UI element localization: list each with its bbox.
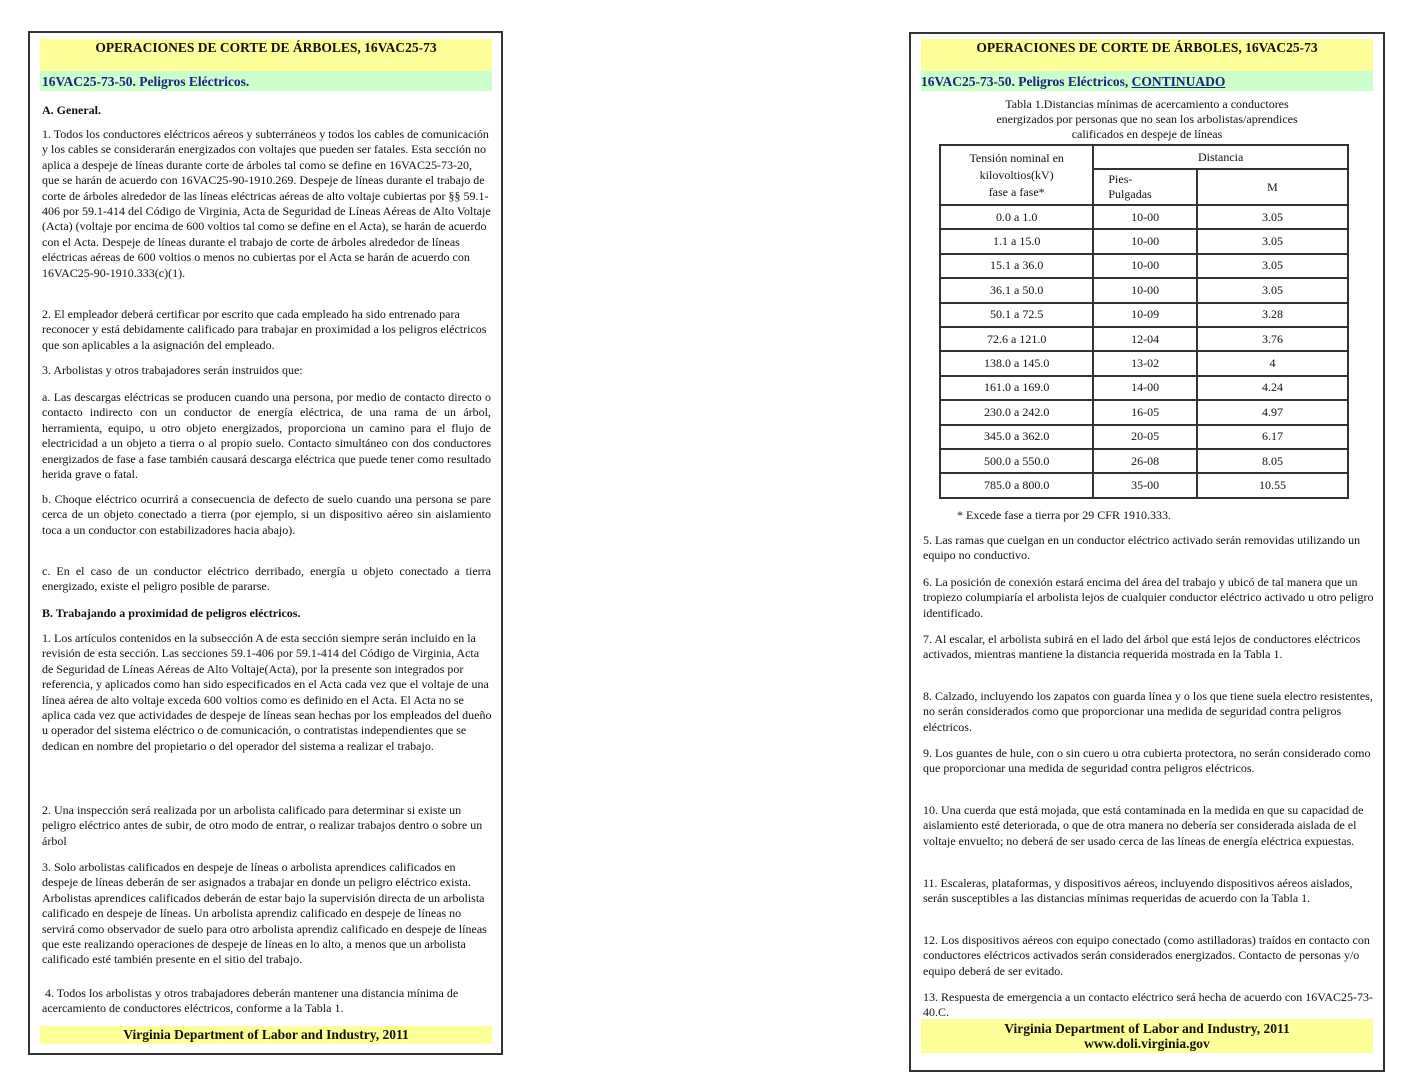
cell-meters: 4 bbox=[1197, 351, 1348, 375]
cell-voltage: 230.0 a 242.0 bbox=[940, 400, 1093, 424]
header-line: Tensión nominal en bbox=[969, 150, 1064, 165]
cell-voltage: 72.6 a 121.0 bbox=[940, 327, 1093, 351]
cell-meters: 3.76 bbox=[1197, 327, 1348, 351]
cell-feet-inches: 10-00 bbox=[1093, 229, 1197, 253]
table-body bbox=[940, 205, 1348, 498]
section-title-text: 16VAC25-73-50. Peligros Eléctricos, bbox=[921, 74, 1132, 89]
heading-a-general: A. General. bbox=[42, 103, 101, 117]
continued-label: CONTINUADO bbox=[1131, 74, 1226, 89]
cell-meters: 10.55 bbox=[1197, 473, 1348, 497]
cell-feet-inches: 12-04 bbox=[1093, 327, 1197, 351]
cell-voltage: 0.0 a 1.0 bbox=[940, 205, 1093, 229]
paragraph-a1: 1. Todos los conductores eléctricos aéreos y subterráneos y todos los cables de comunicación y los cables se considerarán energizados con voltajes que pueden ser fatales. Esta sección no aplica a despeje de líneas durante corte de árboles tal como se define en 16VAC25-73-20, que se harán de acuerdo con 16VAC25-90-1910.269. Despeje de líneas durante el trabajo de corte de árboles alrededor de las líneas eléctricas aéreas de alto voltaje cubiertas por §§ 59.1-406 por 59.1-414 del Código de Virginia, Acta de Seguridad de Líneas Aéreas de Alto Voltaje (Acta) (voltaje por encima de 600 voltios tal como se define en el Acta), se harán de acuerdo con el Acta. Despeje de líneas durante el trabajo de corte de árboles alrededor de líneas eléctricas aéreas de 600 voltios o menos no cubiertas por el Acta se harán de acuerdo con 16VAC25-90-1910.333(c)(1). bbox=[42, 127, 491, 280]
header-feet-inches bbox=[1093, 169, 1197, 205]
right-page bbox=[909, 32, 1385, 1072]
paragraph-b2: 2. Una inspección será realizada por un arbolista calificado para determinar si existe un peligro eléctrico antes de subir, de otro modo de entrar, o realizar trabajos dentro o sobre un árbol bbox=[42, 803, 483, 848]
paragraph-a3a: a. Las descargas eléctricas se producen cuando una persona, por medio de contacto directo o contacto indirecto con un conductor de energía eléctrica, de una rama de un árbol, herramienta, equipo, u otro objeto energizados, proporciona un camino para el flujo de electricidad a un objeto a tierra o al propio suelo. Contacto simultáneo con dos conductores energizados de fase a fase también causará descarga eléctrica que puede tener como resultado herida grave o fatal. bbox=[42, 390, 491, 482]
cell-voltage: 1.1 a 15.0 bbox=[940, 229, 1093, 253]
cell-voltage: 345.0 a 362.0 bbox=[940, 425, 1093, 449]
table-row bbox=[940, 400, 1348, 424]
paragraph-a3c: c. En el caso de un conductor eléctrico derribado, energía u objeto conectado a tierra energizado, existe el peligro posible de pararse. bbox=[42, 564, 491, 594]
paragraph-6: 6. La posición de conexión estará encima del área del trabajo y ubicó de tal manera que un tropiezo columpiaría el arbolista lejos de cualquier conductor eléctrico activado u otro peligro identificado. bbox=[923, 575, 1374, 620]
cell-meters: 6.17 bbox=[1197, 425, 1348, 449]
paragraph-9: 9. Los guantes de hule, con o sin cuero u otra cubierta protectora, no serán considerado como que proporcionar una medida de seguridad contra peligros eléctricos. bbox=[923, 746, 1371, 776]
cell-meters: 3.05 bbox=[1197, 254, 1348, 278]
table-row bbox=[940, 425, 1348, 449]
table-row bbox=[940, 254, 1348, 278]
cell-voltage: 500.0 a 550.0 bbox=[940, 449, 1093, 473]
header-voltage bbox=[940, 145, 1093, 205]
paragraph-b1: 1. Los artículos contenidos en la subsección A de esta sección siempre serán incluido en la revisión de esta sección. Las secciones 59.1-406 por 59.1-414 del Código de Virginia, Acta de Seguridad de Líneas Aéreas de Alto Voltaje(Acta), por la presente son integrados por referencia, y aplicados como han sido especificados en el Acta cada vez que el voltaje de una línea aérea de alto voltaje exceda 600 voltios como es definido en el Acta. El Acta no se aplica cada vez que actividades de despeje de líneas sean hechas por los empleados del dueño u operador del sistema eléctrico o de comunicación, o contratistas independientes que se dedican en nombre del propietario o del operador del sistema a realizar el trabajo. bbox=[42, 631, 492, 753]
cell-feet-inches: 16-05 bbox=[1093, 400, 1197, 424]
cell-meters: 3.05 bbox=[1197, 229, 1348, 253]
cell-meters: 3.05 bbox=[1197, 205, 1348, 229]
cell-voltage: 36.1 a 50.0 bbox=[940, 278, 1093, 302]
cell-meters: 4.24 bbox=[1197, 376, 1348, 400]
cell-feet-inches: 10-00 bbox=[1093, 205, 1197, 229]
page-footer: Virginia Department of Labor and Industry, 2011 bbox=[40, 1026, 492, 1044]
table-row bbox=[940, 351, 1348, 375]
footer-org: Virginia Department of Labor and Industry, 2011 bbox=[1004, 1021, 1290, 1036]
table-footnote: * Excede fase a tierra por 29 CFR 1910.333. bbox=[957, 508, 1171, 522]
table-row bbox=[940, 449, 1348, 473]
paragraph-a3: 3. Arbolistas y otros trabajadores serán instruidos que: bbox=[42, 363, 303, 377]
cell-feet-inches: 13-02 bbox=[1093, 351, 1197, 375]
table-row bbox=[940, 473, 1348, 497]
cell-feet-inches: 10-09 bbox=[1093, 303, 1197, 327]
paragraph-8: 8. Calzado, incluyendo los zapatos con guarda línea y o los que tiene suela electro resistentes, no serán considerados como que proporcionar una medida de seguridad contra peligros eléctricos. bbox=[923, 689, 1373, 734]
table-row bbox=[940, 205, 1348, 229]
cell-voltage: 161.0 a 169.0 bbox=[940, 376, 1093, 400]
paragraph-7: 7. Al escalar, el arbolista subirá en el lado del árbol que está lejos de conductores eléctricos activados, mientras mantiene la distancia requerida mostrada en la Tabla 1. bbox=[923, 632, 1361, 662]
paragraph-b3: 3. Solo arbolistas calificados en despeje de líneas o arbolista aprendices calificados en despeje de líneas deberán de ser asignados a trabajar en donde un peligro eléctrico exista. Arbolistas aprendices calificados deberán de estar bajo la supervisión directa de un arbolista calificado en despeje de líneas. Un arbolista aprendiz calificado en despeje de líneas no servirá como observador de suelo para otro arbolista aprendiz calificado en despeje de líneas que este realizando operaciones de despeje de líneas en lo alto, a menos que un arbolista calificado esté también presente en el sitio del trabajo. bbox=[42, 860, 487, 967]
paragraph-a2: 2. El empleador deberá certificar por escrito que cada empleado ha sido entrenado para reconocer y está debidamente calificado para trabajar en proximidad a los peligros eléctricos que son aplicables a la asignación del empleado. bbox=[42, 307, 487, 352]
paragraph-11: 11. Escaleras, plataformas, y dispositivos aéreos, incluyendo dispositivos aéreos aislados, serán susceptibles a las distancias mínimas requeridas de acuerdo con la Tabla 1. bbox=[923, 876, 1353, 906]
cell-voltage: 138.0 a 145.0 bbox=[940, 351, 1093, 375]
table-caption-line: energizados por personas que no sean los arbolistas/aprendices bbox=[996, 112, 1298, 126]
header-line: kilovoltios(kV) bbox=[979, 167, 1054, 182]
paragraph-b4: 4. Todos los arbolistas y otros trabajadores deberán mantener una distancia mínima de acercamiento de conductores eléctricos, conforme a la Tabla 1. bbox=[42, 986, 462, 1016]
table-row bbox=[940, 303, 1348, 327]
section-title: 16VAC25-73-50. Peligros Eléctricos. bbox=[40, 71, 492, 91]
table-row bbox=[940, 229, 1348, 253]
paragraph-10: 10. Una cuerda que está mojada, que está contaminada en la medida en que su capacidad de aislamiento esté deteriorada, o que de otra manera no debería ser considerada aislada de el voltaje envuelto; no deberá de ser usado cerca de las líneas de energía eléctrica expuestas. bbox=[923, 803, 1364, 848]
cell-meters: 4.97 bbox=[1197, 400, 1348, 424]
cell-meters: 3.28 bbox=[1197, 303, 1348, 327]
cell-voltage: 50.1 a 72.5 bbox=[940, 303, 1093, 327]
page-footer bbox=[921, 1019, 1373, 1053]
distance-table bbox=[939, 144, 1349, 499]
section-title bbox=[921, 71, 1373, 91]
table-row bbox=[940, 327, 1348, 351]
table-caption bbox=[921, 97, 1373, 142]
header-distance: Distancia bbox=[1093, 145, 1348, 169]
header-meters: M bbox=[1197, 169, 1348, 205]
cell-feet-inches: 26-08 bbox=[1093, 449, 1197, 473]
cell-voltage: 785.0 a 800.0 bbox=[940, 473, 1093, 497]
table-row bbox=[940, 278, 1348, 302]
paragraph-12: 12. Los dispositivos aéreos con equipo conectado (como astilladoras) traídos en contacto con conductores eléctricos activados serán considerados energizados. Contacto de personas y/o equipo deberá de ser evitado. bbox=[923, 933, 1370, 978]
cell-feet-inches: 14-00 bbox=[1093, 376, 1197, 400]
header-line: Pies- bbox=[1108, 172, 1133, 186]
heading-b-proximity: B. Trabajando a proximidad de peligros eléctricos. bbox=[42, 606, 301, 620]
left-page bbox=[28, 31, 503, 1055]
paragraph-a3b: b. Choque eléctrico ocurrirá a consecuencia de defecto de suelo cuando una persona se pare cerca de un objeto conectado a tierra (por ejemplo, si un dispositivo aéreo sin aislamiento toca a un conductor con estabilizadores hacia abajo). bbox=[42, 492, 491, 537]
page-header-title: OPERACIONES DE CORTE DE ÁRBOLES, 16VAC25-73 bbox=[921, 39, 1373, 71]
cell-voltage: 15.1 a 36.0 bbox=[940, 254, 1093, 278]
paragraph-5: 5. Las ramas que cuelgan en un conductor eléctrico activado serán removidas utilizando un equipo no conductivo. bbox=[923, 533, 1361, 563]
paragraph-13: 13. Respuesta de emergencia a un contacto eléctrico será hecha de acuerdo con 16VAC25-73-40.C. bbox=[923, 990, 1374, 1020]
header-line: Pulgadas bbox=[1108, 187, 1152, 201]
page-header-title: OPERACIONES DE CORTE DE ÁRBOLES, 16VAC25-73 bbox=[40, 39, 492, 71]
cell-meters: 8.05 bbox=[1197, 449, 1348, 473]
cell-feet-inches: 10-00 bbox=[1093, 254, 1197, 278]
table-row bbox=[940, 376, 1348, 400]
cell-meters: 3.05 bbox=[1197, 278, 1348, 302]
table-caption-line: Tabla 1.Distancias mínimas de acercamiento a conductores bbox=[1005, 97, 1289, 111]
cell-feet-inches: 10-00 bbox=[1093, 278, 1197, 302]
table-caption-line: calificados en despeje de líneas bbox=[1071, 127, 1223, 141]
header-line: fase a fase* bbox=[988, 184, 1045, 199]
cell-feet-inches: 35-00 bbox=[1093, 473, 1197, 497]
footer-website: www.doli.virginia.gov bbox=[1084, 1036, 1210, 1051]
cell-feet-inches: 20-05 bbox=[1093, 425, 1197, 449]
